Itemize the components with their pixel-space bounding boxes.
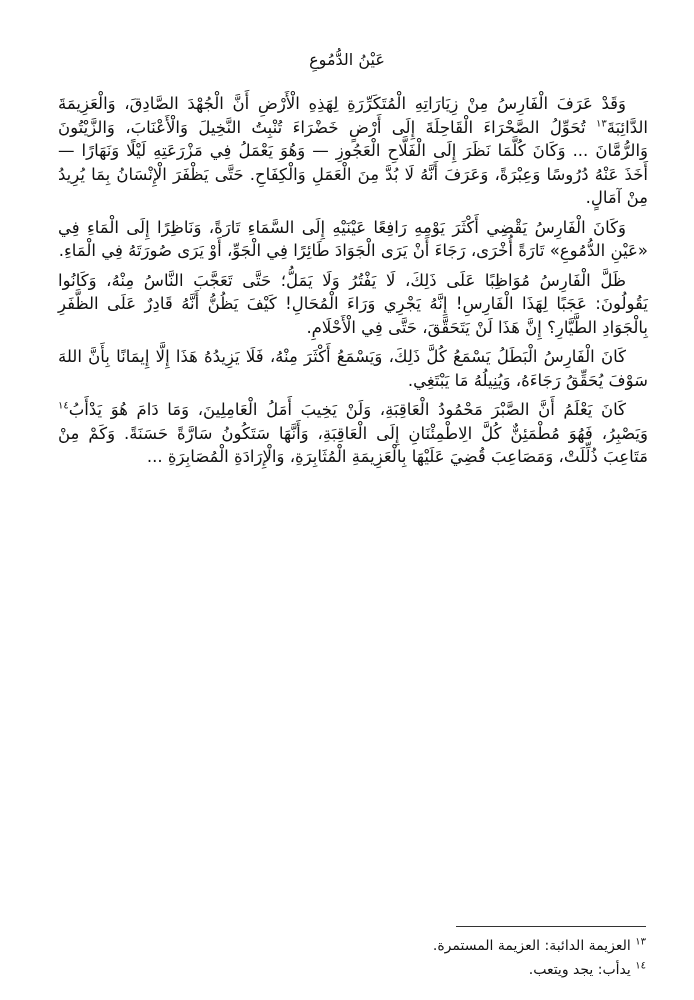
footnote-ref-13: ١٣ — [595, 118, 607, 129]
paragraph-5-text-b: وَيَصْبِرُ، فَهُوَ مُطْمَئِنٌّ كُلَّ الِاطْمِئْنَانِ إِلَى الْعَاقِبَةِ، وَأَنَّهَا سَتَكُونُ سَارَّةً حَسَنَةً. وَكَمْ مِنْ مَتَاعِبَ ذُلِّلَتْ، وَمَصَاعِبَ قُضِيَ عَلَيْهَا بِالْعَزِيمَةِ الْمُثَابِرَةِ، وَالْإِرَادَةِ الْمُصَابِرَةِ ... — [58, 423, 648, 466]
footnote-13 — [246, 934, 646, 958]
paragraph-1-text-b: تُحَوِّلُ الصَّحْرَاءَ الْقَاحِلَةَ إِلَى أَرْضٍ خَضْرَاءَ تُنْبِتُ النَّخِيلَ وَالْأَعْنَابَ، وَالزَّيْتُونَ وَالرُّمَّانَ ... وَكَانَ كُلَّمَا نَظَرَ إِلَى الْفَلَّاحِ الْعَجُوزِ — وَهُوَ يَعْمَلُ فِي مَزْرَعَتِهِ لَيْلًا وَنَهَارًا — أَخَذَ عَنْهُ دُرُوسًا وَعِبْرَةً، وَعَرَفَ أَنَّهُ لَا بُدَّ مِنَ الْعَمَلِ وَالْكِفَاحِ. حَتَّى يَظْفَرَ الْإِنْسَانُ بِمَا يُرِيدُ مِنْ آمَالٍ. — [58, 117, 648, 207]
footnote-text: العزيمة الدائبة: العزيمة المستمرة. — [432, 938, 631, 954]
footnote-divider — [456, 926, 646, 927]
footnote-number: ١٤ — [635, 960, 646, 972]
footnote-text: يدأب: يجد ويتعب. — [528, 962, 631, 978]
paragraph-1 — [58, 92, 648, 210]
paragraph-4-text: كَانَ الْفَارِسُ الْبَطَلُ يَسْمَعُ كُلَّ ذَلِكَ، وَيَسْمَعُ أَكْثَرَ مِنْهُ، فَلَا يَزِيدُهُ هَذَا إِلَّا إِيمَانًا بِأَنَّ اللهَ سَوْفَ يُحَقِّقُ رَجَاءَهُ، وَيُنِيلُهُ مَا يَبْتَغِي. — [58, 347, 648, 390]
running-header-title: عَيْنُ الدُّمُوعِ — [309, 50, 385, 69]
footnote-number: ١٣ — [635, 936, 646, 948]
footnotes — [246, 934, 646, 982]
paragraph-3 — [58, 269, 648, 340]
paragraph-5 — [58, 398, 648, 469]
footnote-ref-14: ١٤ — [58, 400, 69, 412]
paragraph-5-text-a: كَانَ يَعْلَمُ أَنَّ الصَّبْرَ مَحْمُودُ الْعَاقِبَةِ، وَلَنْ يَخِيبَ أَمَلُ الْعَامِلِينَ، وَمَا دَامَ هُوَ يَدْأَبُ — [68, 400, 626, 419]
footnote-14 — [246, 958, 646, 982]
paragraph-1-text-a: وَقَدْ عَرَفَ الْفَارِسُ مِنْ زِيَارَاتِهِ الْمُتَكَرِّرَةِ لِهَذِهِ الْأَرْضِ أَنَّ الْجُهْدَ الصَّادِقَ، وَالْعَزِيمَةَ الدَّائِبَةَ — [58, 94, 648, 137]
paragraph-2 — [58, 216, 648, 263]
body-text — [58, 92, 648, 475]
paragraph-3-text: ظَلَّ الْفَارِسُ مُوَاظِبًا عَلَى ذَلِكَ، لَا يَفْتُرُ وَلَا يَمَلُّ؛ حَتَّى تَعَجَّبَ النَّاسُ مِنْهُ، وَكَانُوا يَقُولُونَ: عَجَبًا لِهَذَا الْفَارِسِ! إِنَّهُ يَجْرِي وَرَاءَ الْمُحَالِ! كَيْفَ يَظُنُّ أَنَّهُ قَادِرٌ عَلَى الظَّفَرِ بِالْجَوَادِ الطَّيَّارِ؟ إِنَّ هَذَا لَنْ يَتَحَقَّقَ، حَتَّى فِي الْأَحْلَامِ. — [58, 270, 648, 337]
paragraph-4 — [58, 345, 648, 392]
paragraph-2-text: وَكَانَ الْفَارِسُ يَقْضِي أَكْثَرَ يَوْمِهِ رَافِعًا عَيْنَيْهِ إِلَى السَّمَاءِ تَارَةً، وَنَاظِرًا إِلَى الْمَاءِ فِي «عَيْنِ الدُّمُوعِ» تَارَةً أُخْرَى، رَجَاءَ أَنْ يَرَى الْجَوَادَ طَائِرًا فِي الْجَوِّ، أَوْ يَرَى صُورَتَهُ فِي الْمَاءِ. — [58, 217, 648, 260]
